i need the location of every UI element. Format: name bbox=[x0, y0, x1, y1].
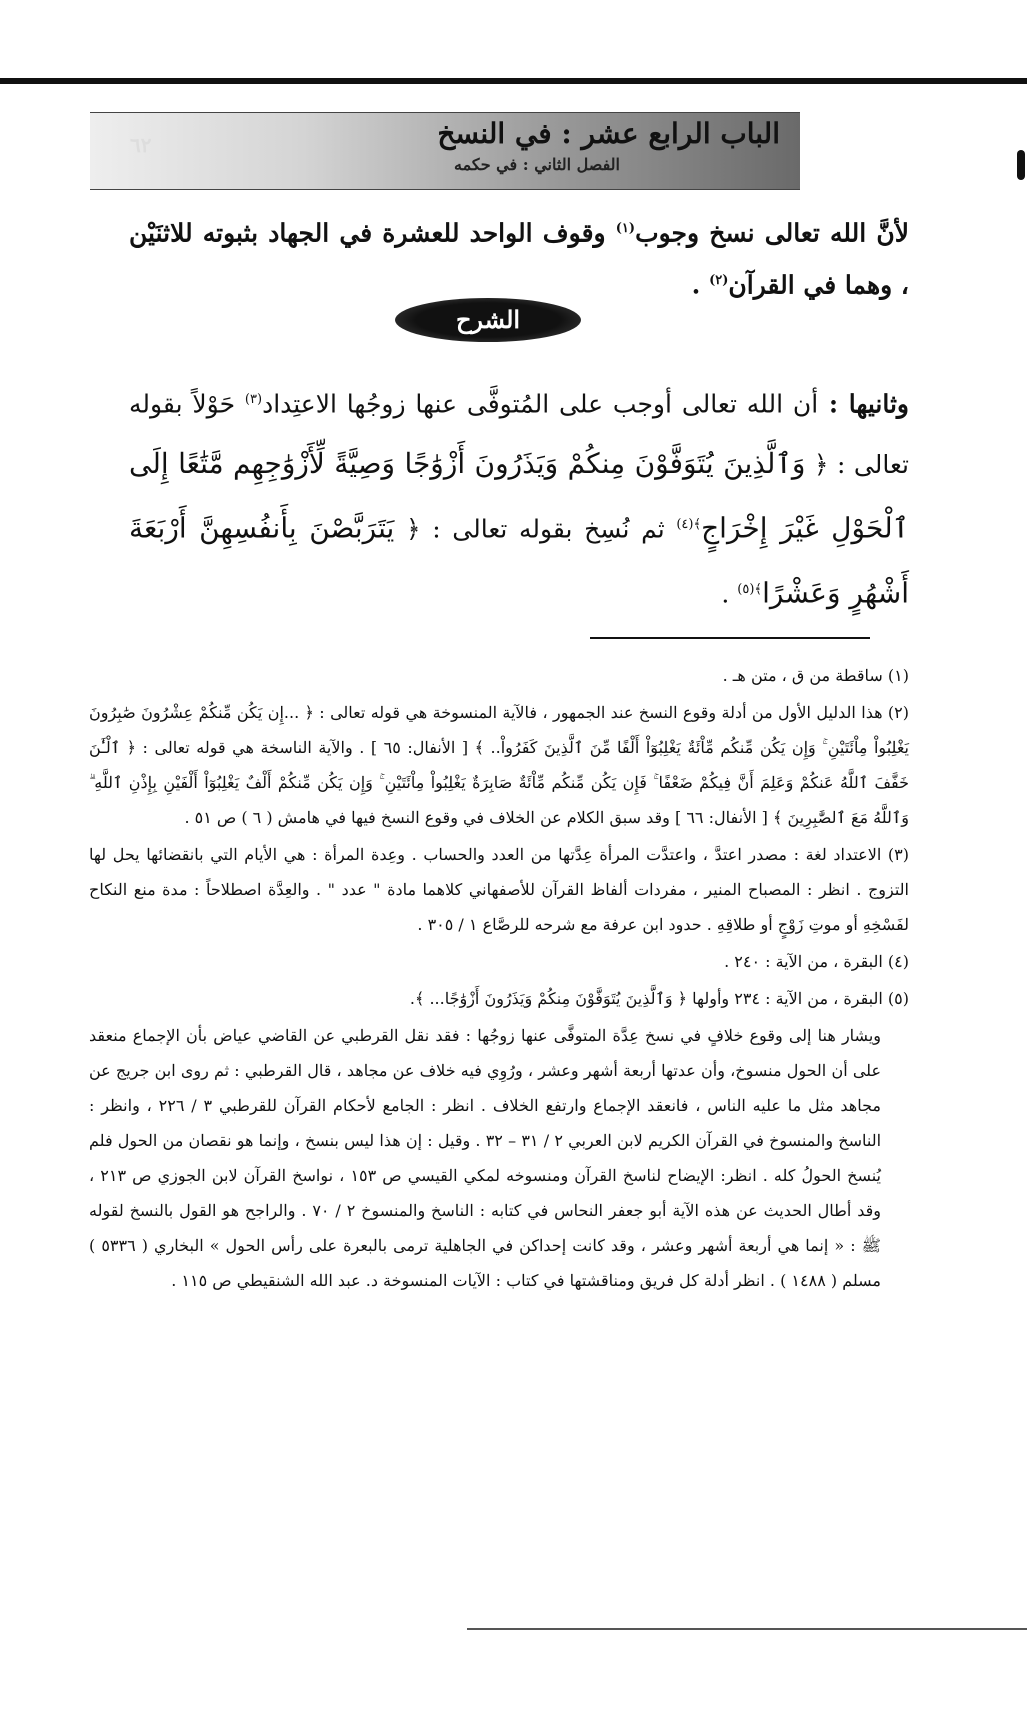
chapter-title: الباب الرابع عشر : في النسخ bbox=[437, 117, 780, 150]
footnote-4: (٤) البقرة ، من الآية : ٢٤٠ . bbox=[724, 952, 909, 971]
footnote-3: (٣) الاعتداد لغة : مصدر اعتدَّ ، واعتدَّت المرأة عِدَّتها من العدد والحساب . وعِدة المرأة : هي الأيام التي بانقضائها يحل لها التزوج . انظر : المصباح المنير ، مفردات ألفاظ القرآن للأصفهاني كلاهما مادة " عدد " . والعِدَّة اصطلاحاً : مدة منع النكاح لفَسْخِهِ أو موتِ زَوْجٍ أو طلاقِهِ . حدود ابن عرفة مع شرحه للرصَّاع ١ / ٣٠٥ . bbox=[89, 845, 909, 934]
footnote-5: (٥) البقرة ، من الآية : ٢٣٤ وأولها ﴿ وَٱلَّذِينَ يُتَوَفَّوْنَ مِنكُمْ وَيَذَرُونَ أَزْوَٰجًا... ﴾. bbox=[409, 989, 909, 1008]
main-text-part: لأنَّ الله تعالى نسخ وجوب bbox=[635, 218, 909, 248]
section-title: الفصل الثاني : في حكمه bbox=[454, 155, 620, 174]
commentary-part: . bbox=[721, 578, 738, 608]
footnote-ref-4[interactable]: ﴾(٤) bbox=[676, 517, 702, 533]
commentary-text bbox=[129, 370, 909, 624]
bottom-rule bbox=[467, 1628, 1027, 1630]
page-edge-mark bbox=[1017, 150, 1025, 180]
commentary-part: ثم نُسِخ بقوله تعالى : ﴿ bbox=[394, 514, 677, 544]
commentary-part: أن الله تعالى أوجب على المُتوفَّى عنها زوجُها الاعتِداد bbox=[262, 389, 819, 419]
commentary-part: حَوْلاً بقوله تعالى : ﴿ bbox=[129, 389, 909, 480]
commentary-lead: وثانيها : bbox=[818, 389, 909, 419]
footnote-1: (١) ساقطة من ق ، متن هـ . bbox=[722, 666, 909, 685]
footnote-divider bbox=[590, 637, 870, 639]
footnote-ref-3[interactable]: (٣) bbox=[244, 392, 263, 407]
footnotes bbox=[89, 658, 909, 1300]
quran-verse-1: وَٱلَّذِينَ يُتَوَفَّوْنَ مِنكُمْ وَيَذَرُونَ أَزْوَٰجًا وَصِيَّةً لِّأَزْوَٰجِهِم مَّتَٰعًا إِلَى ٱلْحَوْلِ غَيْرَ إِخْرَاجٍ bbox=[129, 447, 910, 545]
commentary-badge: الشرح bbox=[395, 298, 581, 342]
main-text-part: . bbox=[691, 270, 710, 300]
footnote-ref-2[interactable]: (٢) bbox=[709, 273, 729, 289]
footnote-2: (٢) هذا الدليل الأول من أدلة وقوع النسخ عند الجمهور ، فالآية المنسوخة هي قوله تعالى : ﴿ ...إِن يَكُن مِّنكُمْ عِشْرُونَ صَٰبِرُونَ يَغْلِبُواْ مِاْئَتَيْنِ ۚ وَإِن يَكُن مِّنكُم مِّاْئَةٌ يَغْلِبُوٓاْ أَلْفًا مِّنَ ٱلَّذِينَ كَفَرُواْ.. ﴾ [ الأنفال: ٦٥ ] . والآية الناسخة هي قوله تعالى : ﴿ ٱلْـَٰٔنَ خَفَّفَ ٱللَّهُ عَنكُمْ وَعَلِمَ أَنَّ فِيكُمْ ضَعْفًا ۚ فَإِن يَكُن مِّنكُم مِّاْئَةٌ صَابِرَةٌ يَغْلِبُواْ مِاْئَتَيْنِ ۚ وَإِن يَكُن مِّنكُمْ أَلْفٌ يَغْلِبُوٓاْ أَلْفَيْنِ بِإِذْنِ ٱللَّهِ ۗ وَٱللَّهُ مَعَ ٱلصَّٰبِرِينَ ﴾ [ الأنفال: ٦٦ ] وقد سبق الكلام عن الخلاف في وقوع النسخ فيها في هامش ( ٦ ) ص ٥١ . bbox=[89, 703, 909, 827]
page-number: ٦٢ bbox=[130, 133, 152, 157]
running-header bbox=[90, 112, 800, 190]
footnote-5-continuation: ويشار هنا إلى وقوع خلافٍ في نسخ عِدَّة المتوفَّى عنها زوجُها : فقد نقل القرطبي عن القاضي عياض بأن الإجماع منعقد على أن الحول منسوخ، وأن عدتها أربعة أشهر وعشر ، ورُوِي فيه خلاف عن مجاهد ، قال القرطبي : ثم روى ابن جريج عن مجاهد مثل ما عليه الناس ، فانعقد الإجماع وارتفع الخلاف . انظر : الجامع لأحكام القرآن للقرطبي ٣ / ٢٢٦ ، وانظر : الناسخ والمنسوخ في القرآن الكريم لابن العربي ٢ / ٣١ – ٣٢ . وقيل : إن هذا ليس بنسخ ، وإنما هو نقصان من الحول فلم يُنسخ الحولُ كله . انظر: الإيضاح لناسخ القرآن ومنسوخه لمكي القيسي ص ١٥٣ ، نواسخ القرآن لابن الجوزي ص ٢١٣ ، وقد أطال الحديث عن هذه الآية أبو جعفر النحاس في كتابه : الناسخ والمنسوخ ٢ / ٧٠ . والراجح هو القول بالنسخ لقوله ﷺ : « إنما هي أربعة أشهر وعشر ، وقد كانت إحداكن في الجاهلية ترمى بالبعرة على رأس الحول » البخاري ( ٥٣٣٦ ) مسلم ( ١٤٨٨ ) . انظر أدلة كل فريق ومناقشتها في كتاب : الآيات المنسوخة د. عبد الله الشنقيطي ص ١١٥ . bbox=[89, 1026, 882, 1290]
footnote-ref-5[interactable]: ﴾(٥) bbox=[737, 581, 763, 597]
main-text bbox=[129, 205, 909, 310]
footnote-ref-1[interactable]: (١) bbox=[615, 221, 636, 236]
top-rule bbox=[0, 78, 1027, 84]
quran-verse-2: يَتَرَبَّصْنَ بِأَنفُسِهِنَّ أَرْبَعَةَ أَشْهُرٍ وَعَشْرًا bbox=[129, 511, 909, 609]
main-text-part: وقوف الواحد للعشرة في الجهاد بثبوته للاثنَيْن ، وهما في القرآن bbox=[129, 218, 909, 300]
